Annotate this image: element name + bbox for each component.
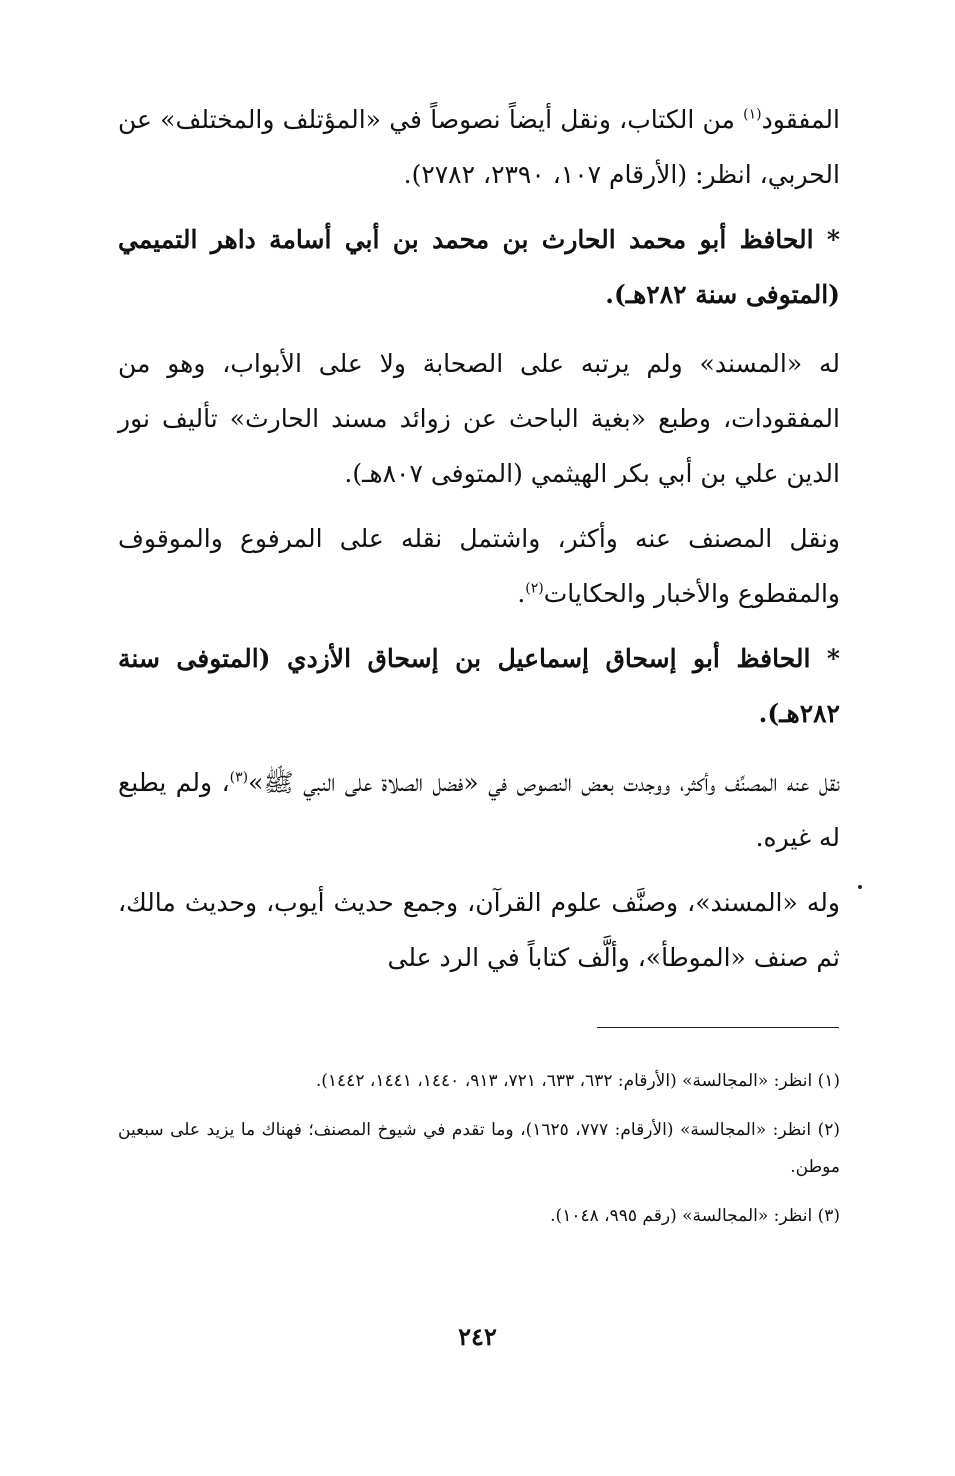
paragraph-5: وله «المسند»، وصنَّف علوم القرآن، وجمع حديث أيوب، وحديث مالك، ثم صنف «الموطأ»، وألَّف كتاباً في الرد على xyxy=(118,888,840,972)
footnote-2: (٢) انظر: «المجالسة» (الأرقام: ٧٧٧، ١٦٢٥)، وما تقدم في شيوخ المصنف؛ فهناك ما يزيد على سبعين موطن. xyxy=(118,1120,840,1177)
paragraph-1 xyxy=(118,92,840,202)
paragraph-4 xyxy=(118,755,840,865)
footnote-ref-3[interactable]: (٣) xyxy=(229,769,249,786)
footnote-ref-1[interactable]: (١) xyxy=(743,106,762,123)
heading-ismail: * الحافظ أبو إسحاق إسماعيل بن إسحاق الأزدي (المتوفى سنة ٢٨٢هـ). xyxy=(118,644,840,728)
page-number: ٢٤٢ xyxy=(458,1322,497,1351)
paragraph-3-text: ونقل المصنف عنه وأكثر، واشتمل نقله على المرفوع والموقوف والمقطوع والأخبار والحكايات xyxy=(118,524,840,608)
footnote-1: (١) انظر: «المجالسة» (الأرقام: ٦٣٢، ٦٣٣، ٧٢١، ٩١٣، ١٤٤٠، ١٤٤١، ١٤٤٢). xyxy=(315,1071,840,1091)
heading-harith: * الحافظ أبو محمد الحارث بن محمد بن أبي أسامة داهر التميمي (المتوفى سنة ٢٨٢هـ). xyxy=(118,225,840,309)
margin-mark xyxy=(858,885,862,889)
paragraph-2: له «المسند» ولم يرتبه على الصحابة ولا على الأبواب، وهو من المفقودات، وطبع «بغية الباحث عن زوائد مسند الحارث» تأليف نور الدين علي بن أبي بكر الهيثمي (المتوفى ٨٠٧هـ). xyxy=(118,349,840,488)
footnotes-section xyxy=(118,1063,840,1247)
paragraph-4-text: نقل عنه المصنِّف وأكثر، ووجدت بعض النصوص في «فضل الصلاة على النبي ﷺ» xyxy=(248,768,840,797)
paragraph-1-rest: من الكتاب، ونقل أيضاً نصوصاً في «المؤتلف والمختلف» عن الحربي، انظر: (الأرقام ١٠٧، ٢٣٩٠، ٢٧٨٢). xyxy=(118,105,840,189)
paragraph-3-end: . xyxy=(517,579,526,608)
paragraph-3 xyxy=(118,511,840,621)
footnote-ref-2[interactable]: (٢) xyxy=(525,580,544,597)
paragraph-4-end: ، ولم يطبع له غيره. xyxy=(118,768,840,852)
footnote-3: (٣) انظر: «المجالسة» (رقم ٩٩٥، ١٠٤٨). xyxy=(550,1206,840,1226)
footnote-divider xyxy=(597,1027,839,1028)
paragraph-1-start: المفقود xyxy=(761,105,840,134)
page-body xyxy=(118,92,840,995)
